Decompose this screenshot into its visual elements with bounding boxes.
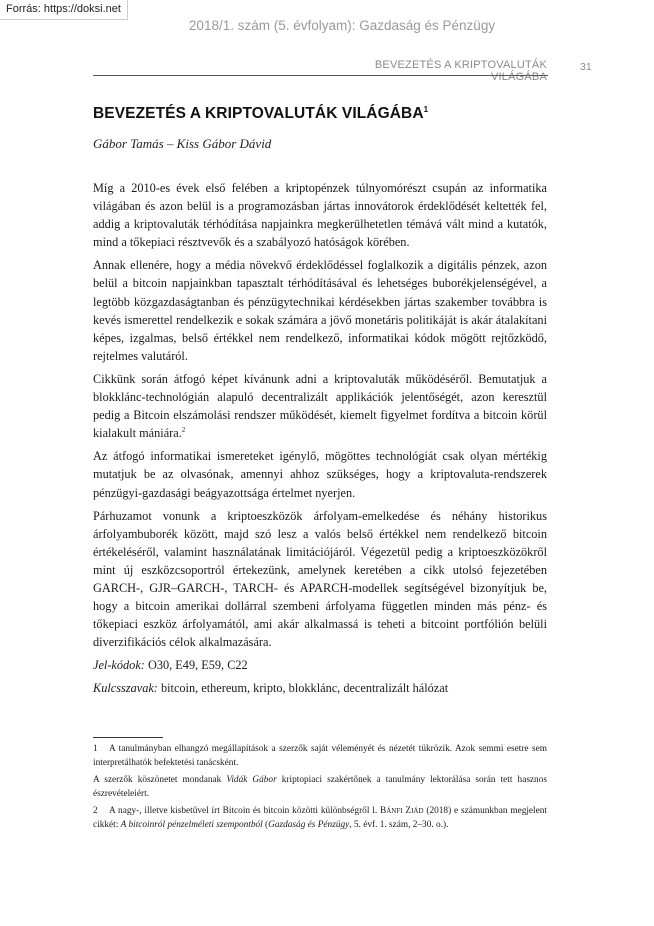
header-rule xyxy=(93,75,548,76)
running-head: BEVEZETÉS A KRIPTOVALUTÁK VILÁGÁBA xyxy=(374,59,547,83)
footnote-1 xyxy=(93,743,547,771)
footnote-2-text-end: , 5. évf. 1. szám, 2–30. o.). xyxy=(349,819,449,830)
footnote-2-number: 2 xyxy=(93,805,98,816)
page-number: 31 xyxy=(580,61,592,73)
footnote-rule xyxy=(93,737,163,738)
jel-codes-value: O30, E49, E59, C22 xyxy=(147,658,248,673)
ack-reviewer-name: Vidák Gábor xyxy=(226,774,277,785)
journal-banner: 2018/1. szám (5. évfolyam): Gazdaság és Pénzügy xyxy=(188,18,496,33)
jel-codes-label: Jel-kódok: xyxy=(93,658,145,673)
paragraph-methods: Párhuzamot vonunk a kriptoeszközök árfolyam-emelkedése és néhány historikus árfolyambuborék között, majd szó lesz a valós belső értékkel nem rendelkező bitcoin értékeléséről, valamint használatának limitációjáról. Végezetül pedig a kriptoeszközökről mint új eszközcsoportról értekezünk, amelynek keretében a cikk utolsó fejezetében GARCH-, GJR–GARCH-, TARCH- és APARCH-modellek segítségével bizonyítjuk be, hogy a bitcoin amerikai dollárral szembeni árfolyama független minden más pénz- és tőkepiaci eszköz árfolyamától, ami akár alkalmassá is teheti a bitcoint portfólión belüli diverzifikációs célok alkalmazására. xyxy=(93,508,547,650)
source-label: Forrás: https://doksi.net xyxy=(0,0,128,20)
ack-text-end: kriptopiaci szakértőnek a tanulmány lektorálása során tett hasznos észrevételeiért. xyxy=(93,774,547,799)
paragraph-aims-text: Cikkünk során átfogó képet kívánunk adni a kriptovaluták működéséről. Bemutatjuk a blokklánc-technológián alapuló decentralizált applikációk jelentőségét, azon keresztül pedig a Bitcoin elszámolási rendszer működését, kiemelt figyelmet fordítva a bitcoin körül kialakult mániára. xyxy=(93,371,547,441)
footnote-2-paren: ( xyxy=(262,819,269,830)
jel-codes xyxy=(93,656,547,674)
paragraph-aims xyxy=(93,370,547,442)
title-footnote-mark: 1 xyxy=(423,105,429,114)
keywords xyxy=(93,679,547,697)
article-body xyxy=(93,179,547,703)
footnote-2-journal: Gazdaság és Pénzügy xyxy=(268,819,350,830)
footnote-2 xyxy=(93,805,547,833)
keywords-label: Kulcsszavak: xyxy=(93,681,158,696)
acknowledgement xyxy=(93,774,547,802)
footnote-1-number: 1 xyxy=(93,744,98,754)
footnote-2-text-start: A nagy-, illetve kisbetűvel írt Bitcoin és bitcoin közötti különbségről l. xyxy=(109,805,381,816)
footnote-1-text: A tanulmányban elhangzó megállapítások a szerzők saját véleményét és nézetét tükrözik. Azok semmi esetre sem interpretálhatók befektetési tanácsként. xyxy=(93,744,547,768)
footnote-2-article-title: A bitcoinról pénzelméleti szempontból xyxy=(120,819,263,830)
footnote-mark-2: 2 xyxy=(181,426,186,435)
authors: Gábor Tamás – Kiss Gábor Dávid xyxy=(93,136,272,151)
article-title-text: BEVEZETÉS A KRIPTOVALUTÁK VILÁGÁBA xyxy=(93,105,424,123)
ack-text-start: A szerzők köszönetet mondanak xyxy=(93,774,227,785)
article-title xyxy=(93,105,563,123)
paragraph-media: Annak ellenére, hogy a média növekvő érdeklődéssel foglalkozik a digitális pénzek, azon belül a bitcoin napjainkban tapasztalt térhódításával és lehetséges buborékjelenségével, a legtöbb közgazdaságtanban és pénzügytechnikai kérdésekben jártas szakember továbbra is kevés ismerettel rendelkezik e sokak számára a jövő monetáris politikáját is akár átalakítani képes, izgalmas, belső értékkel nem rendelkező, informatikai kódok mögött rejtőzködő, rejtelmes valutáról. xyxy=(93,258,547,363)
footnote-2-text-middle: (2018) e számunkban megjelent cikkét: xyxy=(93,805,547,830)
footnote-2-author: Bánfi Ziád xyxy=(380,805,424,816)
footnotes xyxy=(93,743,547,835)
paragraph-scope: Az átfogó informatikai ismereteket igénylő, mögöttes technológiát csak olyan mértékig mutatjuk be az olvasónak, amennyi ahhoz szükséges, hogy a kriptovaluta-rendszerek pénzügyi-gazdasági beágyazottsága értelmet nyerjen. xyxy=(93,449,547,500)
keywords-value: bitcoin, ethereum, kripto, blokklánc, decentralizált hálózat xyxy=(160,681,449,696)
paragraph-intro: Míg a 2010-es évek első felében a kriptopénzek túlnyomórészt csupán az informatika világában és azon belül is a programozásban jártas innovátorok érdeklődését keltették fel, addig a kriptovaluták térhódítása napjainkra megkerülhetetlen témává vált mind a kutatók, mind a tőkepiaci résztvevők és a szabályozó hatóságok körében. xyxy=(93,181,547,250)
